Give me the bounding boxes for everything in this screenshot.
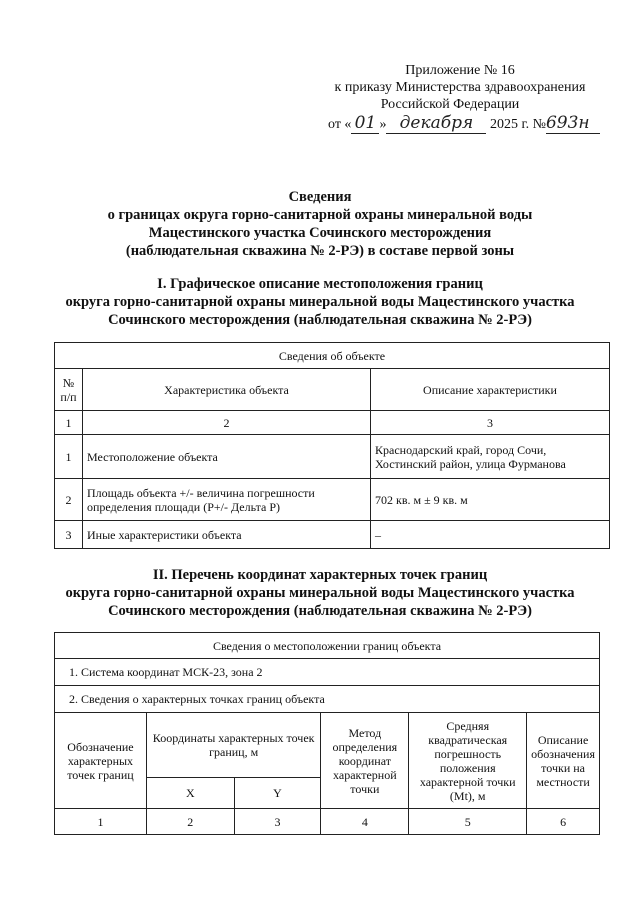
date-month: декабря [386,113,486,134]
date-year: 2025 г. № [489,117,546,132]
row-value: Краснодарский край, город Сочи, Хостинский район, улица Фурманова [371,435,610,479]
col-number: 2 [146,809,234,835]
section1-heading-line: округа горно-санитарной охраны минеральной воды Мацестинского участка [65,294,575,310]
col-number: 6 [527,809,600,835]
col-header: № п/п [55,369,83,411]
col-header: Характеристика объекта [83,369,371,411]
boundary-points-table [54,632,600,835]
col-number: 5 [409,809,527,835]
date-mid: » [379,117,387,132]
col-number: 3 [371,411,610,435]
table-row [55,479,610,521]
col-header-designation: Обозначение характерных точек границ [55,713,147,809]
section1-heading: I. Графическое описание местоположения границ [157,276,483,292]
doc-title-line: о границах округа горно-санитарной охраны минеральной воды [107,207,533,223]
table1-caption: Сведения об объекте [55,343,610,369]
points-info: 2. Сведения о характерных точках границ объекта [55,686,600,713]
section1-heading-line: Сочинского месторождения (наблюдательная скважина № 2-РЭ) [108,312,532,328]
section2-heading: II. Перечень координат характерных точек границ [152,567,488,583]
order-federation: Российской Федерации [380,97,520,112]
row-name: Площадь объекта +/- величина погрешности определения площади (Р+/- Дельта Р) [83,479,371,521]
row-name: Местоположение объекта [83,435,371,479]
row-number: 1 [55,435,83,479]
appendix-number: Приложение № 16 [405,63,515,78]
order-ministry: к приказу Министерства здравоохранения [334,80,586,95]
date-day: 01 [351,113,379,134]
row-value: 702 кв. м ± 9 кв. м [371,479,610,521]
doc-title: Сведения [288,189,352,205]
coordinate-system: 1. Система координат МСК-23, зона 2 [55,659,600,686]
row-number: 2 [55,479,83,521]
table-row [55,435,610,479]
row-number: 3 [55,521,83,549]
table2-caption: Сведения о местоположении границ объекта [55,633,600,659]
date-prefix: от « [328,117,352,132]
col-header-error: Средняя квадратическая погрешность положения характерной точки (Mt), м [409,713,527,809]
col-header-description: Описание обозначения точки на местности [527,713,600,809]
doc-title-line: Мацестинского участка Сочинского месторождения [148,225,492,241]
col-number: 1 [55,411,83,435]
doc-title-line: (наблюдательная скважина № 2-РЭ) в составе первой зоны [125,243,515,259]
col-header: Описание характеристики [371,369,610,411]
col-number: 4 [321,809,409,835]
object-info-table [54,342,610,549]
col-number: 3 [234,809,321,835]
table-row [55,521,610,549]
col-header-method: Метод определения координат характерной точки [321,713,409,809]
col-number: 2 [83,411,371,435]
row-value: – [371,521,610,549]
col-header-y: Y [234,778,321,809]
section2-heading-line: округа горно-санитарной охраны минеральной воды Мацестинского участка [65,585,575,601]
order-date-line [328,113,600,134]
section2-heading-line: Сочинского месторождения (наблюдательная скважина № 2-РЭ) [108,603,532,619]
order-number: 693н [546,113,600,134]
col-number: 1 [55,809,147,835]
col-header-x: X [146,778,234,809]
col-header-coords: Координаты характерных точек границ, м [146,713,320,778]
row-name: Иные характеристики объекта [83,521,371,549]
